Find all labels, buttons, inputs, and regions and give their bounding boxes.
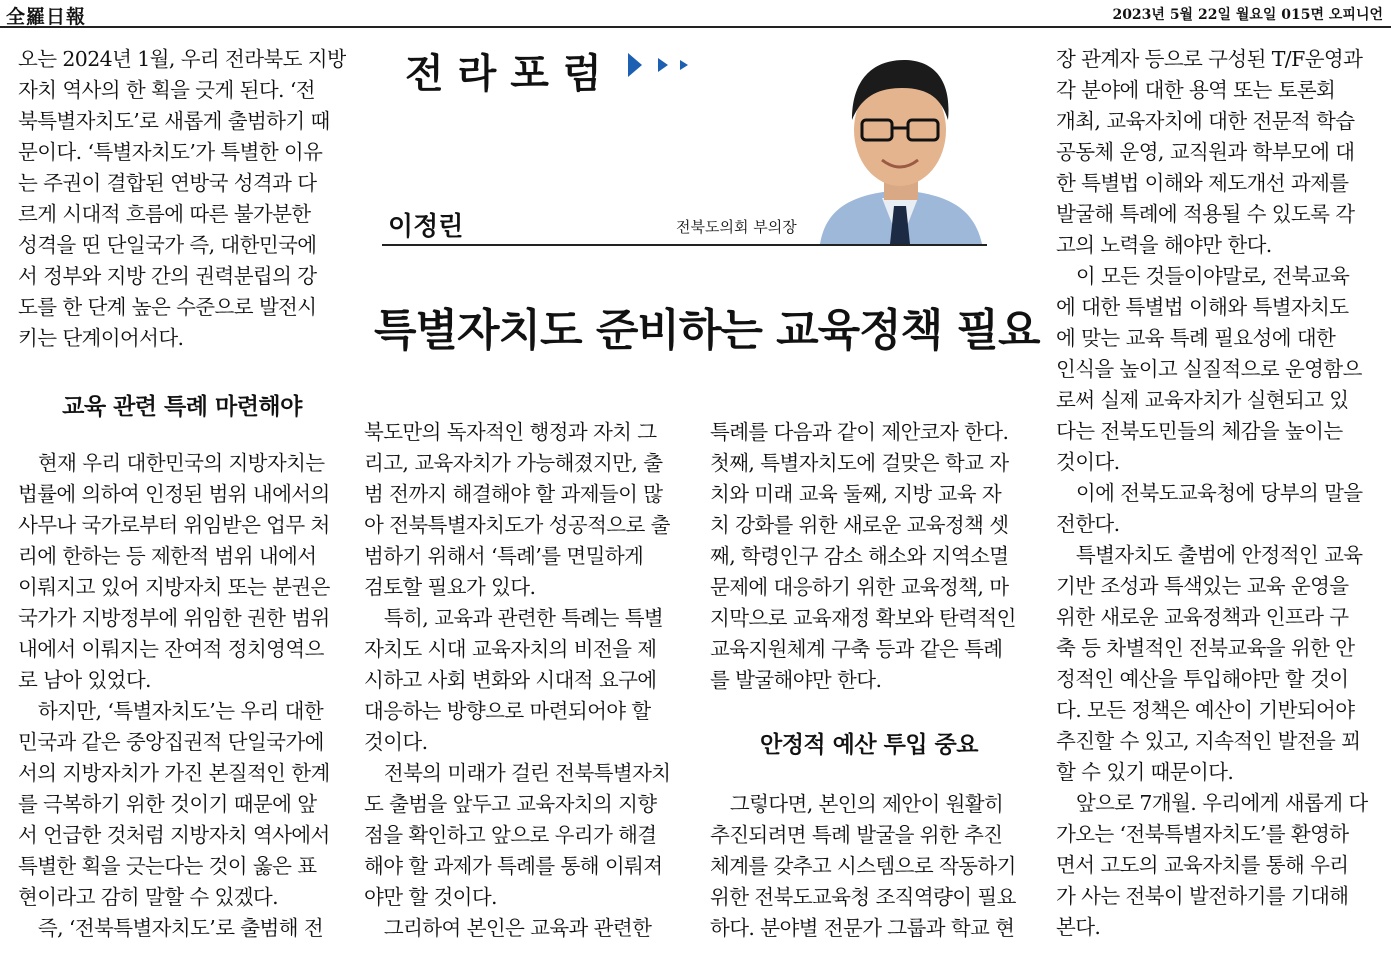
text-line: 시하고 사회 변화와 시대적 요구에: [364, 668, 657, 692]
text-line: 검토할 필요가 있다.: [364, 575, 536, 599]
text-line: 째, 학령인구 감소 해소와 지역소멸: [710, 544, 1009, 568]
text-line: 기반 조성과 특색있는 교육 운영을: [1056, 574, 1349, 598]
text-line: 아 전북특별자치도가 성공적으로 출: [364, 513, 670, 537]
text-line: 추진되려면 특례 발굴을 위한 추진: [710, 823, 1003, 847]
text-line: 장 관계자 등으로 구성된 T/F운영과: [1056, 47, 1363, 71]
text-line: 는 주권이 결합된 연방국 성격과 다: [18, 171, 317, 195]
text-line: 북특별자치도’로 새롭게 출범하기 때: [18, 109, 330, 133]
text-line: 다. 모든 정책은 예산이 기반되어야: [1056, 698, 1355, 722]
text-line: 위한 전북도교육청 조직역량이 필요: [710, 885, 1016, 909]
text-line: 그리하여 본인은 교육과 관련한: [364, 916, 652, 940]
text-line: 서 언급한 것처럼 지방자치 역사에서: [18, 823, 330, 847]
dateline: 2023년 5월 22일 월요일 015면 오피니언: [1112, 7, 1383, 23]
subhead-education-special-cases: 교육 관련 특례 마련해야: [62, 394, 302, 420]
author-name: 이정린: [388, 212, 464, 242]
text-line: 법률에 의하여 인정된 범위 내에서의: [18, 482, 330, 506]
text-line: 특별한 획을 긋는다는 것이 옳은 표: [18, 854, 317, 878]
text-line: 전한다.: [1056, 512, 1120, 536]
text-line: 해야 할 과제가 특례를 통해 이뤄져: [364, 854, 663, 878]
text-line: 민국과 같은 중앙집권적 단일국가에: [18, 730, 324, 754]
text-line: 하다. 분야별 전문가 그룹과 학교 현: [710, 916, 1015, 940]
text-line: 를 발굴해야만 한다.: [710, 668, 882, 692]
column-1-top: [18, 44, 346, 354]
text-line: 것이다.: [1056, 450, 1120, 474]
text-line: 교육지원체계 구축 등과 같은 특례: [710, 637, 1003, 661]
text-line: 특히, 교육과 관련한 특례는 특별: [364, 606, 664, 630]
masthead: [0, 0, 1391, 28]
text-line: 리고, 교육자치가 가능해졌지만, 출: [364, 451, 663, 475]
text-line: 한 특별법 이해와 제도개선 과제를: [1056, 171, 1349, 195]
text-line: 본다.: [1056, 915, 1101, 939]
text-line: 이에 전북도교육청에 당부의 말을: [1056, 481, 1363, 505]
text-line: 에 맞는 교육 특례 필요성에 대한: [1056, 326, 1336, 350]
text-line: 하지만, ‘특별자치도’는 우리 대한: [18, 699, 324, 723]
text-line: 정적인 예산을 투입해야만 할 것이: [1056, 667, 1349, 691]
newspaper-logo: 全羅日報: [6, 6, 87, 28]
text-line: 현이라고 감히 말할 수 있겠다.: [18, 885, 279, 909]
header-divider: [382, 244, 987, 246]
text-line: 대응하는 방향으로 마련되어야 할: [364, 699, 651, 723]
text-line: 이뤄지고 있어 지방자치 또는 분권은: [18, 575, 330, 599]
column-3-bottom: [710, 789, 1028, 944]
text-line: 이 모든 것들이야말로, 전북교육: [1056, 264, 1350, 288]
text-line: 오는 2024년 1월, 우리 전라북도 지방: [18, 47, 346, 71]
arrow-icons: [628, 52, 698, 78]
text-line: 문제에 대응하기 위한 교육정책, 마: [710, 575, 1009, 599]
text-line: 가오는 ‘전북특별자치도’를 환영하: [1056, 822, 1349, 846]
subhead-stable-budget: 안정적 예산 투입 중요: [760, 732, 978, 758]
text-line: 고의 노력을 해야만 한다.: [1056, 233, 1272, 257]
text-line: 그렇다면, 본인의 제안이 원활히: [710, 792, 1004, 816]
text-line: 할 수 있기 때문이다.: [1056, 760, 1234, 784]
text-line: 르게 시대적 흐름에 따른 불가분한: [18, 202, 311, 226]
author-role: 전북도의회 부의장: [676, 218, 797, 236]
text-line: 전북의 미래가 걸린 전북특별자치: [364, 761, 671, 785]
text-line: 를 극복하기 위한 것이기 때문에 앞: [18, 792, 317, 816]
text-line: 서 정부와 지방 간의 권력분립의 강: [18, 264, 317, 288]
text-line: 각 분야에 대한 용역 또는 토론회: [1056, 78, 1336, 102]
text-line: 서의 지방자치가 가진 본질적인 한계: [18, 761, 330, 785]
text-line: 인식을 높이고 실질적으로 운영함으: [1056, 357, 1362, 381]
text-line: 공동체 운영, 교직원과 학부모에 대: [1056, 140, 1355, 164]
text-line: 면서 고도의 교육자치를 통해 우리: [1056, 853, 1349, 877]
text-line: 도를 한 단계 높은 수준으로 발전시: [18, 295, 317, 319]
column-2: [364, 417, 682, 944]
forum-title: 전라포럼: [405, 51, 616, 97]
text-line: 특례를 다음과 같이 제안코자 한다.: [710, 420, 1009, 444]
column-4: [1056, 44, 1374, 943]
author-photo: [812, 48, 988, 244]
text-line: 가 사는 전북이 발전하기를 기대해: [1056, 884, 1349, 908]
text-line: 추진할 수 있고, 지속적인 발전을 꾀: [1056, 729, 1361, 753]
text-line: 개최, 교육자치에 대한 전문적 학습: [1056, 109, 1355, 133]
text-line: 내에서 이뤄지는 잔여적 정치영역으: [18, 637, 324, 661]
text-line: 즉, ‘전북특별자치도’로 출범해 전: [18, 916, 324, 940]
text-line: 에 대한 특별법 이해와 특별자치도: [1056, 295, 1349, 319]
text-line: 지막으로 교육재정 확보와 탄력적인: [710, 606, 1016, 630]
text-line: 자치도 시대 교육자치의 비전을 제: [364, 637, 657, 661]
column-3-top: [710, 417, 1028, 696]
text-line: 북도만의 독자적인 행정과 자치 그: [364, 420, 657, 444]
text-line: 점을 확인하고 앞으로 우리가 해결: [364, 823, 657, 847]
text-line: 특별자치도 출범에 안정적인 교육: [1056, 543, 1363, 567]
text-line: 야만 할 것이다.: [364, 885, 497, 909]
text-line: 치와 미래 교육 둘째, 지방 교육 자: [710, 482, 1002, 506]
text-line: 성격을 띤 단일국가 즉, 대한민국에: [18, 233, 317, 257]
text-line: 로 남아 있었다.: [18, 668, 151, 692]
article-headline: 특별자치도 준비하는 교육정책 필요: [374, 305, 1040, 356]
text-line: 위한 새로운 교육정책과 인프라 구: [1056, 605, 1349, 629]
text-line: 사무나 국가로부터 위임받은 업무 처: [18, 513, 330, 537]
text-line: 범하기 위해서 ‘특례’를 면밀하게: [364, 544, 644, 568]
text-line: 리에 한하는 등 제한적 범위 내에서: [18, 544, 317, 568]
text-line: 자치 역사의 한 획을 긋게 된다. ‘전: [18, 78, 315, 102]
text-line: 체계를 갖추고 시스템으로 작동하기: [710, 854, 1016, 878]
text-line: 국가가 지방정부에 위임한 권한 범위: [18, 606, 330, 630]
text-line: 현재 우리 대한민국의 지방자치는: [18, 451, 325, 475]
column-1-bottom: [18, 448, 346, 944]
text-line: 도 출범을 앞두고 교육자치의 지향: [364, 792, 657, 816]
text-line: 첫째, 특별자치도에 걸맞은 학교 자: [710, 451, 1009, 475]
text-line: 앞으로 7개월. 우리에게 새롭게 다: [1056, 791, 1368, 815]
text-line: 범 전까지 해결해야 할 과제들이 많: [364, 482, 663, 506]
text-line: 로써 실제 교육자치가 실현되고 있: [1056, 388, 1349, 412]
text-line: 치 강화를 위한 새로운 교육정책 셋: [710, 513, 1009, 537]
text-line: 것이다.: [364, 730, 428, 754]
text-line: 키는 단계이어서다.: [18, 326, 184, 350]
text-line: 축 등 차별적인 전북교육을 위한 안: [1056, 636, 1355, 660]
text-line: 문이다. ‘특별자치도’가 특별한 이유: [18, 140, 323, 164]
text-line: 발굴해 특례에 적용될 수 있도록 각: [1056, 202, 1355, 226]
text-line: 다는 전북도민들의 체감을 높이는: [1056, 419, 1343, 443]
